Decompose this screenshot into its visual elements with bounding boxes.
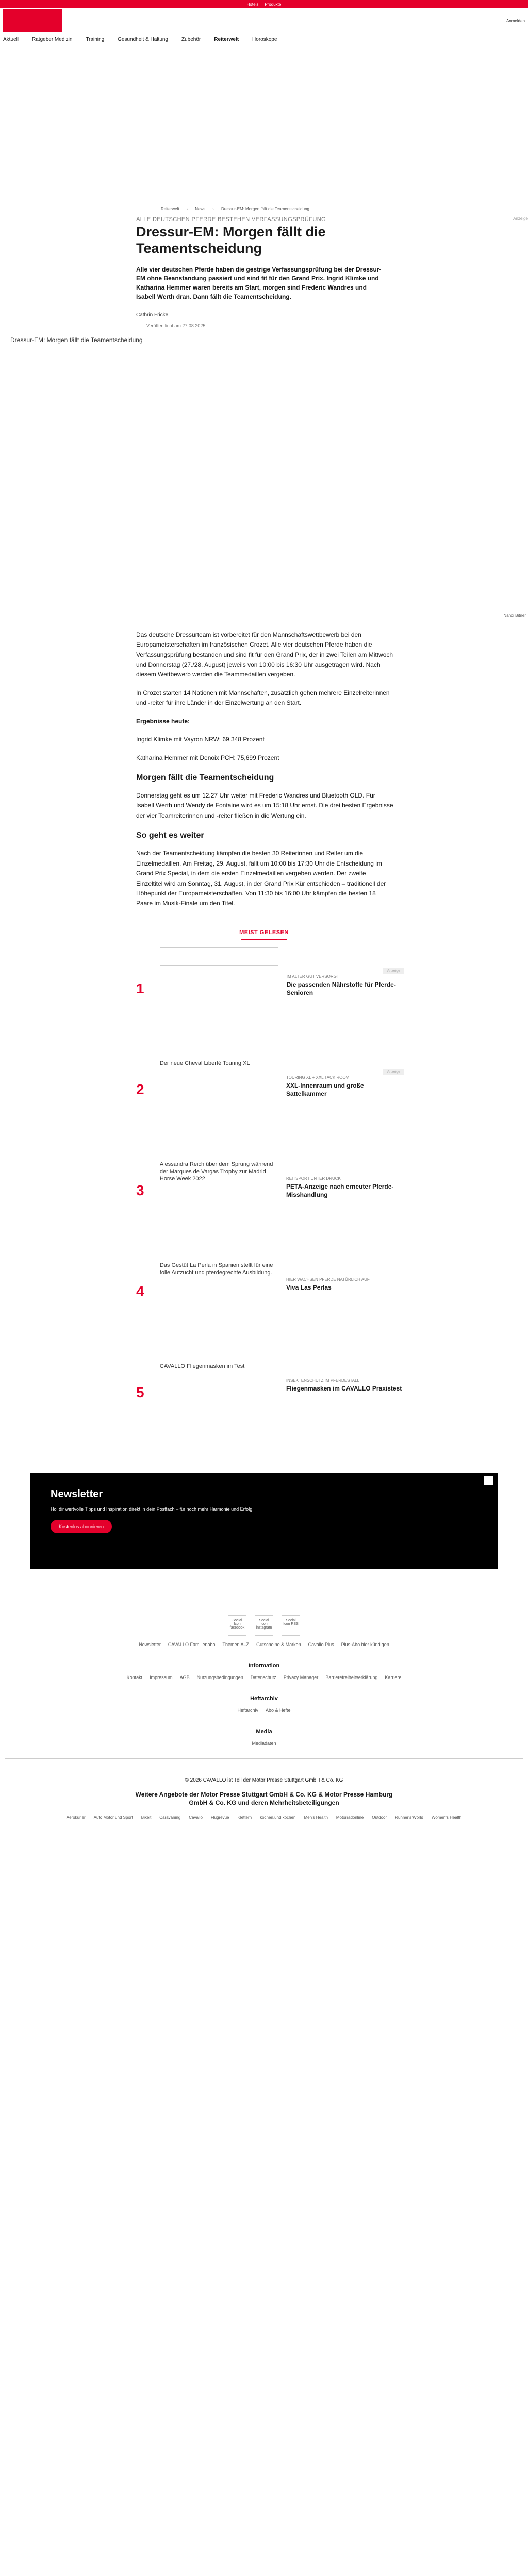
teaser-kicker: TOURING XL + XXL TACK ROOM [286, 1075, 350, 1080]
rank-number: 2 [136, 1081, 144, 1097]
teaser-image[interactable]: CAVALLO Fliegenmasken im Test [159, 1363, 245, 1369]
divider [5, 1758, 523, 1759]
partner-link[interactable]: Bikeit [141, 1815, 152, 1820]
partner-link[interactable]: Outdoor [372, 1815, 387, 1820]
nav-item-reiterwelt[interactable]: Reiterwelt [214, 36, 239, 42]
footer-link[interactable]: Mediadaten [252, 1740, 276, 1746]
breadcrumb [0, 207, 528, 211]
teaser-title[interactable]: Viva Las Perlas [286, 1283, 332, 1291]
publish-date: Veröffentlicht am 27.08.2025 [146, 323, 206, 328]
rank-number: 4 [136, 1283, 144, 1299]
hero-image-alt: Dressur-EM: Morgen fällt die Teamentscheidung [10, 336, 143, 344]
footer-link[interactable]: Privacy Manager [283, 1674, 319, 1680]
ad-badge: Anzeige [383, 1069, 404, 1075]
list-item[interactable] [136, 1250, 404, 1351]
teaser-title[interactable]: Die passenden Nährstoffe für Pferde-Senioren [286, 980, 396, 996]
ad-badge: Anzeige [383, 968, 404, 974]
partner-link[interactable]: Auto Motor und Sport [93, 1815, 133, 1820]
image-credit: Nanci Bitner [503, 613, 526, 618]
list-item[interactable] [136, 1351, 404, 1452]
footer-link[interactable]: Impressum [150, 1674, 173, 1680]
article-paragraph: In Crozet starten 14 Nationen mit Mannschaften, zusätzlich gehen mehrere Einzelreiterinnen und -reiter für ihre Länder in der Einzelwertung an den Start. [136, 689, 390, 707]
teaser-text [286, 1363, 404, 1452]
footer-link[interactable]: Barrierefreiheitserklärung [325, 1674, 378, 1680]
ad-label: Anzeige [513, 216, 528, 221]
nav-item-zubehoer[interactable]: Zubehör [182, 36, 201, 42]
footer-heading: Heftarchiv [250, 1695, 278, 1702]
site-header [0, 8, 528, 33]
newsletter-title: Newsletter [51, 1488, 103, 1500]
breadcrumb-item-reiterwelt[interactable]: Reiterwelt [161, 207, 179, 211]
teaser-kicker: HIER WACHSEN PFERDE NATÜRLICH AUF [286, 1277, 370, 1282]
breadcrumb-separator-icon: › [212, 207, 214, 211]
footer-link[interactable]: Cavallo Plus [308, 1641, 334, 1647]
footer-links-information [0, 1675, 528, 1680]
footer-link[interactable]: Kontakt [126, 1674, 143, 1680]
footer-link[interactable]: Plus-Abo hier kündigen [341, 1641, 389, 1647]
newsletter-text: Hol dir wertvolle Tipps und Inspiration direkt in dein Postfach – für noch mehr Harmonie und Erfolg! [51, 1506, 254, 1512]
most-read-underline [241, 939, 287, 940]
section-heading: Morgen fällt die Teamentscheidung [136, 773, 274, 783]
partner-link[interactable]: Motorradonline [336, 1815, 364, 1820]
footer-heading: Media [256, 1728, 272, 1735]
social-links [0, 1615, 528, 1636]
result-line: Katharina Hemmer mit Denoix PCH: 75,699 Prozent [136, 754, 279, 761]
article-paragraph: Das deutsche Dressurteam ist vorbereitet für den Mannschaftswettbewerb bei den Europameisterschaften im französischen Crozet. Alle vier deutschen Pferde haben die Verfassungsprüfung bestanden und sind fit für den Grand Prix, der in zwei Teilen am Mittwoch und Donnerstag (27./28. August) jeweils von 10:00 bis 16:30 Uhr ausgetragen wird. Nach diesem Wettbewerb werden die Teammedaillen vergeben. [136, 631, 393, 679]
article-body [136, 630, 394, 909]
footer-information [0, 1663, 528, 1680]
nav-item-ratgeber-medizin[interactable]: Ratgeber Medizin [32, 36, 73, 42]
footer-link[interactable]: Heftarchiv [237, 1707, 258, 1713]
article-kicker: ALLE DEUTSCHEN PFERDE BESTEHEN VERFASSUNGSPRÜFUNG [136, 216, 326, 223]
partner-link[interactable]: Men's Health [304, 1815, 328, 1820]
article-paragraph: Donnerstag geht es um 12.27 Uhr weiter mit Frederic Wandres und Bluetooth OLD. Für Isabell Werth und Wendy de Fontaine wird es um 15:18 Uhr ernst. Die drei besten Ergebnisse der vier Teamreiterinnen und -reiter fließen in die Wertung ein. [136, 792, 393, 819]
page-title: Dressur-EM: Morgen fällt die Teamentscheidung [136, 224, 326, 256]
more-offers-title: Weitere Angebote der Motor Presse Stuttgart GmbH & Co. KG & Motor Presse Hamburg GmbH & Co. KG und deren Mehrheitsbeteiligungen [135, 1790, 393, 1807]
footer-link[interactable]: CAVALLO Familienabo [168, 1641, 216, 1647]
partner-link[interactable]: Klettern [237, 1815, 252, 1820]
nav-item-training[interactable]: Training [86, 36, 105, 42]
article-header [136, 216, 528, 328]
partner-link[interactable]: Aerokurier [66, 1815, 86, 1820]
list-item[interactable] [136, 947, 404, 1048]
article-paragraph: Nach der Teamentscheidung kämpfen die besten 30 Reiterinnen und Reiter um die Einzelmedaillen. Am Freitag, 29. August, fällt um 10:00 bis 17:30 Uhr die Entscheidung im Grand Prix Special, in dem die ersten Einzelmedaillen vergeben werden. Der zweite Einzeltitel wird am Sonntag, 31. August, in der Grand Prix Kür entschieden – traditionell der Höhepunkt der Europameisterschaften. Von 11:30 bis 16:00 Uhr kämpfen die besten 18 Paare im Musik-Finale um den Titel. [136, 850, 386, 907]
nav-item-aktuell[interactable]: Aktuell [3, 36, 19, 42]
partner-link[interactable]: Women's Health [431, 1815, 462, 1820]
footer-link[interactable]: Datenschutz [250, 1674, 276, 1680]
teaser-title[interactable]: XXL-Innenraum und große Sattelkammer [286, 1081, 364, 1097]
most-read-section [0, 929, 528, 1452]
nav-item-gesundheit-haltung[interactable]: Gesundheit & Haltung [118, 36, 168, 42]
breadcrumb-separator-icon: › [186, 207, 188, 211]
login-link[interactable]: Anmelden [506, 18, 525, 23]
teaser-image-placeholder [160, 947, 278, 966]
most-read-list [136, 947, 404, 1452]
breadcrumb-item-news[interactable]: News [195, 207, 206, 211]
partner-link[interactable]: Runner's World [395, 1815, 423, 1820]
footer-links-heftarchiv [0, 1708, 528, 1713]
result-line: Ingrid Klimke mit Vayron NRW: 69,348 Prozent [136, 736, 265, 743]
teaser-image[interactable]: Alessandra Reich über dem Sprung während der Marques de Vargas Trophy zur Madrid Horse Week 2022 [159, 1161, 273, 1182]
footer-heading: Information [248, 1662, 280, 1669]
footer-link[interactable]: Themen A–Z [222, 1641, 250, 1647]
list-item[interactable] [136, 1048, 404, 1149]
results-heading: Ergebnisse heute: [136, 717, 190, 725]
more-offers-links [0, 1815, 528, 1820]
teaser-title[interactable]: Fliegenmasken im CAVALLO Praxistest [286, 1384, 402, 1392]
footer-link[interactable]: Nutzungsbedingungen [196, 1674, 243, 1680]
newsletter-box [30, 1473, 498, 1569]
rss-icon[interactable]: Social Icon RSS [282, 1615, 300, 1636]
ad-space [0, 45, 528, 207]
most-read-heading: MEIST GELESEN [239, 929, 289, 936]
copyright: © 2026 CAVALLO ist Teil der Motor Presse Stuttgart GmbH & Co. KG [185, 1777, 343, 1783]
teaser-image[interactable]: Der neue Cheval Liberté Touring XL [159, 1060, 250, 1066]
topbar-link-hotels[interactable]: Hotels [246, 2, 259, 7]
rank-number: 5 [136, 1384, 144, 1400]
main-nav [0, 33, 528, 45]
article-lead: Alle vier deutschen Pferde haben die gestrige Verfassungsprüfung bei der Dressur-EM ohne Beanstandung passiert und sind fit für den Grand Prix. Ingrid Klimke und Katharina Hemmer waren bereits am Start, morgen sind Frederic Wandres und Isabell Werth dran. Dann fällt die Teamentscheidung. [136, 265, 382, 300]
footer-link[interactable]: Abo & Hefte [265, 1707, 291, 1713]
footer-media [0, 1728, 528, 1746]
author-link[interactable]: Cathrin Fricke [136, 312, 169, 318]
teaser-kicker: REITSPORT UNTER DRUCK [286, 1176, 341, 1181]
section-heading: So geht es weiter [136, 831, 204, 840]
newsletter-subscribe-button[interactable]: Kostenlos abonnieren [51, 1520, 112, 1533]
footer-link[interactable]: AGB [179, 1674, 190, 1680]
partner-link[interactable]: Flugrevue [210, 1815, 229, 1820]
teaser-image[interactable]: Das Gestüt La Perla in Spanien stellt für eine tolle Aufzucht und pferdegrechte Ausbildung. [159, 1262, 273, 1276]
rank-number: 3 [136, 1182, 144, 1198]
topbar-link-produkte[interactable]: Produkte [265, 2, 282, 7]
teaser-kicker: INSEKTENSCHUTZ IM PFERDESTALL [286, 1378, 360, 1383]
breadcrumb-item-current: Dressur-EM: Morgen fällt die Teamentscheidung [221, 207, 309, 211]
partner-link[interactable]: Cavallo [189, 1815, 203, 1820]
partner-link[interactable]: kochen.und.kochen [260, 1815, 296, 1820]
instagram-icon[interactable]: Social Icon instagram [255, 1615, 273, 1636]
rank-number: 1 [136, 980, 144, 996]
close-icon[interactable] [484, 1476, 493, 1485]
top-bar [0, 0, 528, 8]
teaser-title[interactable]: PETA-Anzeige nach erneuter Pferde-Misshandlung [286, 1182, 394, 1198]
partner-link[interactable]: Caravaning [159, 1815, 181, 1820]
teaser-kicker: IM ALTER GUT VERSORGT [286, 974, 339, 979]
footer-link[interactable]: Newsletter [139, 1641, 161, 1647]
footer-links-media [0, 1741, 528, 1746]
hero-image [0, 336, 528, 620]
site-logo[interactable] [3, 9, 62, 32]
footer-link[interactable]: Karriere [385, 1674, 402, 1680]
footer-heftarchiv [0, 1696, 528, 1713]
teaser-text [286, 1262, 404, 1351]
teaser-image[interactable] [160, 959, 278, 1036]
footer-link[interactable]: Gutscheine & Marken [256, 1641, 301, 1647]
list-item[interactable] [136, 1149, 404, 1250]
facebook-icon[interactable]: Social Icon facebook [228, 1615, 246, 1636]
nav-item-horoskope[interactable]: Horoskope [252, 36, 277, 42]
teaser-text [286, 1161, 404, 1250]
footer-links-primary [0, 1642, 528, 1647]
